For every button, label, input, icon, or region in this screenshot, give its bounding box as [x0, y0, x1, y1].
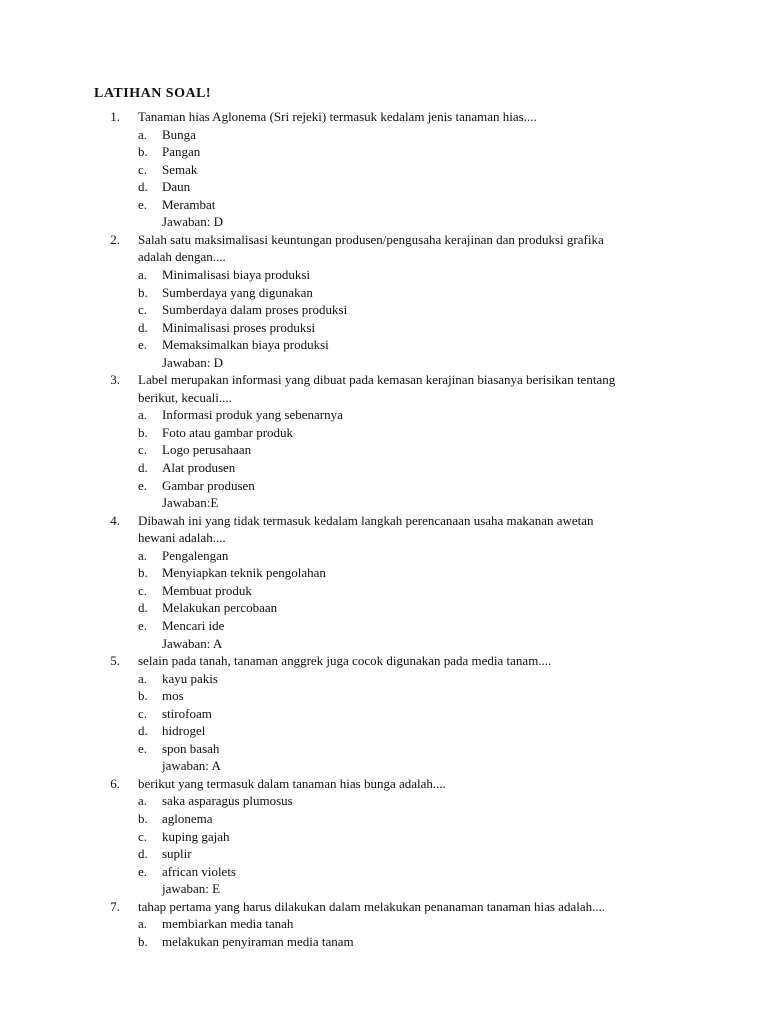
option-text: Gambar produsen [162, 477, 255, 493]
option-letter: a. [138, 793, 148, 809]
option-letter: e. [138, 740, 148, 756]
option-text: Pengalengan [162, 547, 229, 563]
option-letter: a. [138, 266, 148, 282]
option-letter: a. [138, 407, 148, 423]
option-text: Minimalisasi proses produksi [162, 319, 316, 335]
question-text: tahap pertama yang harus dilakukan dalam melakukan penanaman tanaman hias adalah.... [138, 898, 606, 914]
option-letter: c. [138, 302, 148, 318]
option-letter: c. [138, 582, 148, 598]
option-letter: a. [138, 547, 148, 563]
option-letter: d. [138, 319, 148, 335]
option-letter: e. [138, 337, 148, 353]
question-number: 1. [110, 109, 120, 124]
option-text: Semak [162, 161, 198, 177]
option-letter: b. [138, 811, 148, 826]
option-letter: c. [138, 828, 148, 844]
question-text: selain pada tanah, tanaman anggrek juga cocok digunakan pada media tanam.... [138, 653, 552, 669]
question-number: 4. [110, 512, 120, 528]
question-text: Salah satu maksimalisasi keuntungan produsen/pengusaha kerajinan dan produksi grafika [138, 231, 604, 247]
option-letter: e. [138, 477, 148, 493]
option-letter: c. [138, 161, 148, 177]
option-text: aglonema [162, 811, 213, 826]
page-title: LATIHAN SOAL! [94, 86, 212, 101]
option-letter: b. [138, 424, 148, 440]
option-text: Sumberdaya yang digunakan [162, 284, 313, 300]
option-letter: a. [138, 670, 148, 686]
option-letter: e. [138, 196, 148, 212]
option-text: Melakukan percobaan [162, 600, 278, 616]
option-letter: c. [138, 705, 148, 721]
option-text: Alat produsen [162, 460, 236, 475]
option-text: Mencari ide [162, 617, 225, 633]
option-text: african violets [162, 863, 236, 879]
answer-key: Jawaban: A [162, 635, 223, 651]
option-letter: a. [138, 126, 148, 142]
option-text: Membuat produk [162, 582, 252, 598]
option-text: Pangan [162, 144, 201, 160]
option-text: hidrogel [162, 723, 206, 739]
option-text: suplir [162, 846, 192, 862]
option-letter: b. [138, 144, 148, 160]
option-text: Bunga [162, 126, 196, 142]
option-text: stirofoam [162, 705, 212, 721]
option-text: mos [162, 688, 184, 704]
option-letter: a. [138, 916, 148, 932]
answer-key: jawaban: E [162, 881, 221, 897]
option-text: Menyiapkan teknik pengolahan [162, 565, 326, 581]
option-letter: e. [138, 863, 148, 879]
question-number: 3. [110, 372, 120, 388]
option-letter: d. [138, 179, 148, 195]
option-text: Foto atau gambar produk [162, 424, 294, 440]
answer-key: Jawaban:E [162, 495, 219, 511]
question-text: Label merupakan informasi yang dibuat pada kemasan kerajinan biasanya berisikan tentang [138, 372, 616, 388]
option-text: Logo perusahaan [162, 442, 252, 458]
option-text: Minimalisasi biaya produksi [162, 266, 311, 282]
option-letter: b. [138, 565, 148, 581]
question-number: 5. [110, 653, 120, 669]
question-text: hewani adalah.... [138, 530, 226, 546]
question-text: adalah dengan.... [138, 249, 226, 265]
option-text: kayu pakis [162, 670, 218, 686]
option-text: kuping gajah [162, 828, 230, 844]
question-text: berikut, kecuali.... [138, 389, 232, 405]
option-text: saka asparagus plumosus [162, 793, 293, 809]
question-number: 2. [110, 231, 120, 247]
answer-key: Jawaban: D [162, 214, 224, 230]
option-text: Sumberdaya dalam proses produksi [162, 302, 348, 318]
question-text: Dibawah ini yang tidak termasuk kedalam langkah perencanaan usaha makanan awetan [138, 512, 594, 528]
option-text: Informasi produk yang sebenarnya [162, 407, 343, 423]
option-letter: d. [138, 460, 148, 475]
option-letter: b. [138, 284, 148, 300]
option-text: membiarkan media tanah [162, 916, 294, 932]
option-letter: e. [138, 617, 148, 633]
option-text: Merambat [162, 196, 216, 212]
question-number: 7. [110, 898, 120, 914]
question-text: berikut yang termasuk dalam tanaman hias bunga adalah.... [138, 775, 446, 791]
answer-key: Jawaban: D [162, 354, 224, 370]
option-text: spon basah [162, 740, 220, 756]
option-letter: c. [138, 442, 148, 458]
question-text: Tanaman hias Aglonema (Sri rejeki) termasuk kedalam jenis tanaman hias.... [138, 109, 537, 124]
option-letter: d. [138, 846, 148, 862]
option-letter: d. [138, 600, 148, 616]
option-text: melakukan penyiraman media tanam [162, 933, 354, 949]
option-text: Memaksimalkan biaya produksi [162, 337, 329, 353]
option-text: Daun [162, 179, 191, 195]
question-number: 6. [110, 775, 120, 791]
answer-key: jawaban: A [162, 758, 221, 774]
option-letter: b. [138, 933, 148, 949]
option-letter: b. [138, 688, 148, 704]
option-letter: d. [138, 723, 148, 739]
